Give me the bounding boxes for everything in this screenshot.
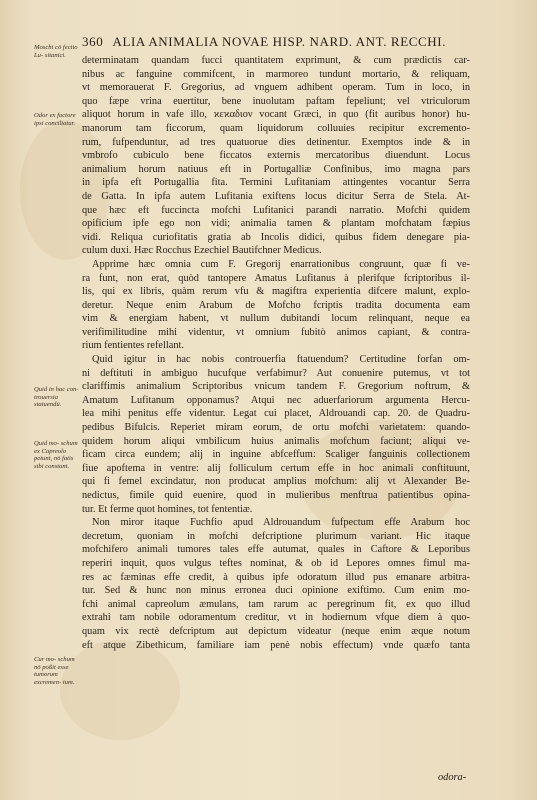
side-note: Quid mo- schum ex Capreolo petunt, nō fatis sibi constant.: [34, 440, 78, 470]
text-line: que hæc eft fuccincta mofchi Lufitanici parandi narratio. Mofchi quidem: [82, 204, 470, 216]
text-line: res ac fæminas effe credit, à quibus ipfe odoratum illud pus emanare arbitra-: [82, 571, 470, 583]
text-line: vt memorauerat F. Gregorius, ad vnguem adhibent operam. Tum in loco, in: [82, 82, 470, 94]
text-line: ra funt, non erat, quòd tantopere Amatus Lufitanus à plerifque fcriptoribus il-: [82, 272, 470, 284]
text-line: Amatum Lufitanum opponamus? Atqui nec aduerfariorum argumenta Hercu-: [82, 394, 470, 406]
text-line: deretur. Neque enim Arabum de Mofcho fcriptis tradita documenta eam: [82, 299, 470, 311]
text-line: nibus ac fanguine commifcent, in marmoreo tundunt mortario, & reliquam,: [82, 68, 470, 80]
text-line: quidem horum aliqui vmbilicum huius animalis mofchum faciunt; aliqui ve-: [82, 435, 470, 447]
text-line: Non miror itaque Fuchfio apud Aldrouandum fufpectum effe Arabum hoc: [92, 517, 470, 529]
text-line: ficam circa eundem; alij in inguine abfceffum: Scaliger fanguinis collectionem: [82, 449, 470, 461]
text-line: lea mihi penitus effe videntur. Legat cui placet, Aldrouandi cap. 20. de Quadru-: [82, 408, 470, 420]
text-line: clariffimis animalium Scriptoribus vnicum tandem F. Gregorium noftrum, &: [82, 381, 470, 393]
body-text: [82, 54, 470, 652]
text-line: tur. Et ferme quot homines, tot fententiæ.: [82, 503, 253, 515]
text-line: decretum, quoniam in mofchi defcriptione plurimum variant. Hic itaque: [82, 530, 470, 542]
text-line: verifimilitudine mihi videntur, vt omnium fubitò animos capiant, & contra-: [82, 326, 470, 338]
running-header: [82, 34, 470, 54]
text-line: nedictus, fimile quid euenire, quod in mulieribus menftrua patientibus opina-: [82, 490, 470, 501]
text-line: Quid igitur in hac nobis controuerfia ftatuendum? Certitudine forfan om-: [92, 354, 470, 366]
text-line: pedibus Bifulcis. Reperiet miram eorum, de ortu mofchi varietatem: quando-: [82, 422, 470, 434]
text-line: vidi. Reliqua curiofitatis gratia ab Incolis didici, quibus fidem denegare pia-: [82, 231, 470, 243]
text-line: qui fi femel excindatur, non producat amplius mofchum: alij vt Alexander Be-: [82, 476, 470, 488]
text-line: tur. Sed & hunc non minus erronea duci opinione exiftimo. Cum enim mo-: [82, 585, 470, 597]
text-line: vim & energiam habent, vt nullum dubitandi locum relinquant, neque ea: [82, 313, 470, 325]
text-line: quam vix rectè defcriptum aut depictum videatur (neque enim æque notum: [82, 625, 470, 637]
text-line: culum duxi. Hæc Rocchus Ezechiel Bautifchner Medicus.: [82, 245, 322, 257]
text-line: manorum tam ficcorum, quam liquidorum colluuies recipitur excremento-: [82, 122, 470, 134]
text-line: animalium horum natiuus eft in Portugalliæ Confinibus, imo magna pars: [82, 163, 470, 175]
text-line: mofchifero animali tumores tales effe autumat, quales in Caftore & Leporibus: [82, 544, 470, 556]
side-note: Quid in hac con- trouersia statuendū.: [34, 386, 79, 409]
text-line: determinatam quandam fucci quantitatem exprimunt, & cum prædictis car-: [82, 55, 470, 66]
running-title: ALIA ANIMALIA NOVAE HISP. NARD. ANT. RECCHI.: [112, 34, 447, 49]
catchword: odora-: [438, 772, 467, 783]
text-line: vmbrofo cubiculo bene ficcatos externis mercatoribus diuendunt. Locus: [82, 150, 470, 162]
text-line: fiue apoftema in ventre: alij folliculum certum effe in hoc animali conftituunt,: [82, 462, 470, 474]
side-note: Cur mo- schum nō poßit esse tumorum excremen- tum.: [34, 656, 75, 686]
text-line: eft atque Zibethicum, familiare iam penè nobis effectum) vnde quæfo tanta: [82, 639, 470, 651]
text-line: quo fæpe vrina euertitur, bene inuolutam paftam fepeliunt; vel vtriculorum: [82, 95, 470, 107]
paper-stain: [60, 640, 180, 740]
text-line: rium fentientes refellant.: [82, 340, 184, 352]
text-line: de Gatta. In ipfa autem Lufitania exiftens locus dicitur Serra de Stela. At-: [82, 190, 470, 202]
text-line: aliquot horum in vafe illo, ϰεϰαδιον vocant Græci, in quo (fit auribus honor) hu-: [82, 109, 470, 121]
side-note: Moschi cō fectio Lu- sitanici.: [34, 44, 78, 59]
text-line: extrahi tam nobile odoramentum creditur, vt in hodiernum vfque diem à quo-: [82, 612, 470, 624]
text-line: rum, fufpenduntur, ad tres quatuorue dies detinentur. Exemptos inde & in: [82, 136, 470, 148]
page-number: 360: [82, 34, 104, 49]
text-line: Apprime hæc omnia cum F. Gregorij enarrationibus congruunt, quæ fi ve-: [92, 258, 470, 270]
text-line: opificium ipfe ego non vidi; animalia tamen & plantam mofchatam fæpius: [82, 218, 470, 230]
text-line: ni deftituti in ambiguo hucufque verfabimur? Aut conuenire putemus, vt tot: [82, 367, 470, 379]
side-note: Odor ex factore ipsi conciliatur.: [34, 112, 76, 127]
text-line: reperiri inquit, quos vulgus teftes nominat, & ob id Lepores omnes fimul ma-: [82, 557, 470, 569]
text-line: fchi animal capreolum æmulans, tam rarum ac peregrinum fit, ex quo illud: [82, 598, 470, 610]
text-line: lis, qui ex libris, quàm rerum vfu & magiftra experientia difcere malunt, explo-: [82, 286, 470, 298]
text-line: in ipfa eft Portugallia fita. Termini Lufitaniam attingentes vocantur Serra: [82, 177, 470, 189]
